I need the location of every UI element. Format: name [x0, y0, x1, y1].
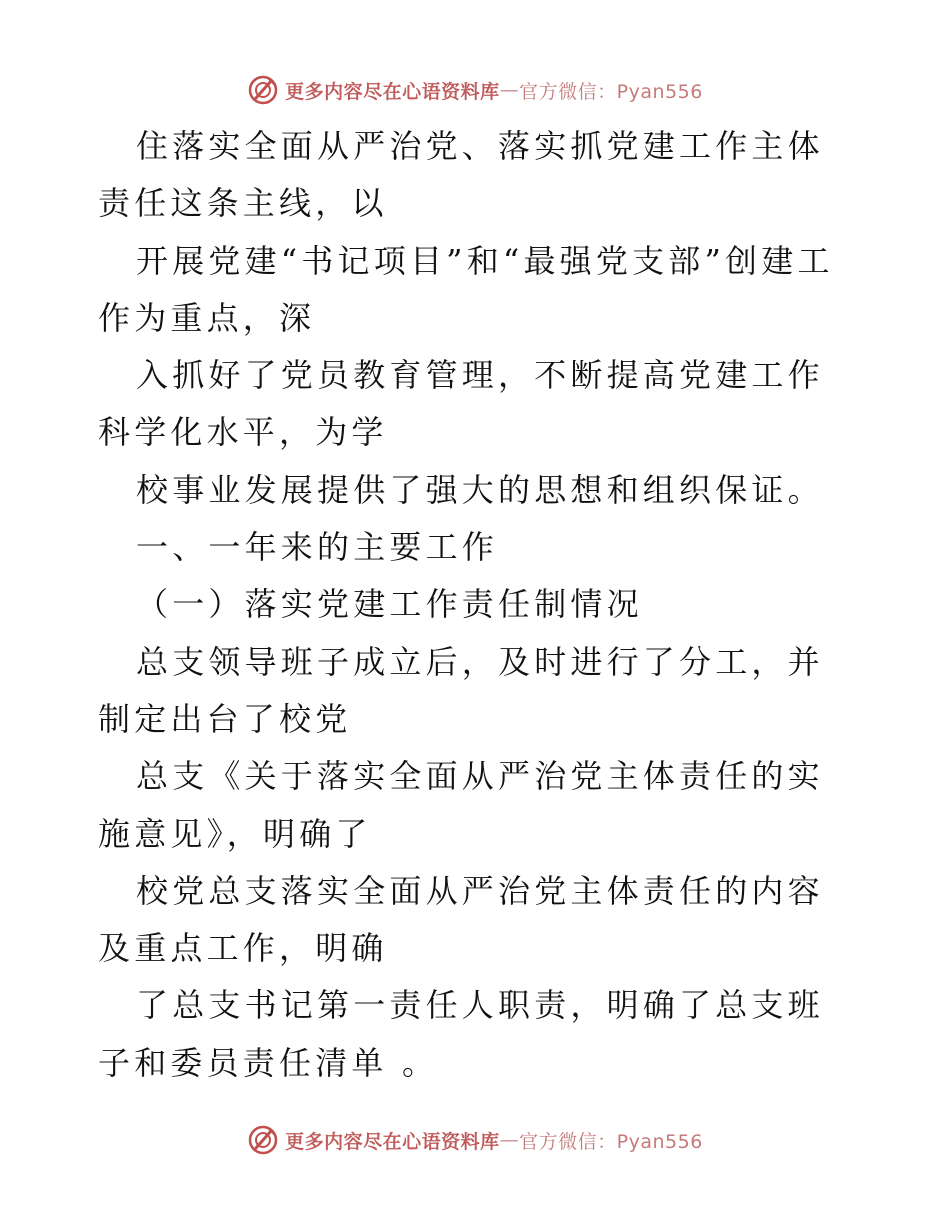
- paragraph: 入抓好了党员教育管理，不断提高党建工作科学化水平，为学: [98, 356, 824, 452]
- paragraph: 总支《关于落实全面从严治党主体责任的实施意见》，明确了: [98, 757, 824, 853]
- paragraph: 校党总支落实全面从严治党主体责任的内容及重点工作，明确: [98, 871, 824, 968]
- header-watermark: [0, 70, 950, 110]
- paragraph: 校事业发展提供了强大的思想和组织保证。: [136, 470, 824, 509]
- paragraph: 了总支书记第一责任人职责，明确了总支班子和委员责任清单 。: [98, 986, 824, 1082]
- paragraph: 总支领导班子成立后，及时进行了分工，并制定出台了校党: [98, 642, 824, 738]
- watermark-dash: —: [499, 1129, 520, 1151]
- subsection-heading: （一）落实党建工作责任制情况: [136, 585, 643, 624]
- section-heading: 一、一年来的主要工作: [136, 528, 499, 567]
- seal-logo-icon: [247, 74, 279, 106]
- watermark-wechat: 官方微信：Pyan556: [519, 1130, 703, 1153]
- seal-logo-icon: [247, 1124, 279, 1156]
- watermark-dash: —: [499, 79, 520, 101]
- watermark-brand: 更多内容尽在心语资料库: [285, 1130, 500, 1153]
- footer-watermark: [0, 1120, 950, 1160]
- document-body: [98, 118, 858, 1092]
- paragraph: 住落实全面从严治党、落实抓党建工作主体责任这条主线，以: [98, 127, 824, 223]
- watermark-wechat: 官方微信：Pyan556: [519, 80, 703, 103]
- watermark-brand: 更多内容尽在心语资料库: [285, 80, 500, 103]
- paragraph: 开展党建“书记项目”和“最强党支部”创建工作为重点，深: [98, 241, 834, 337]
